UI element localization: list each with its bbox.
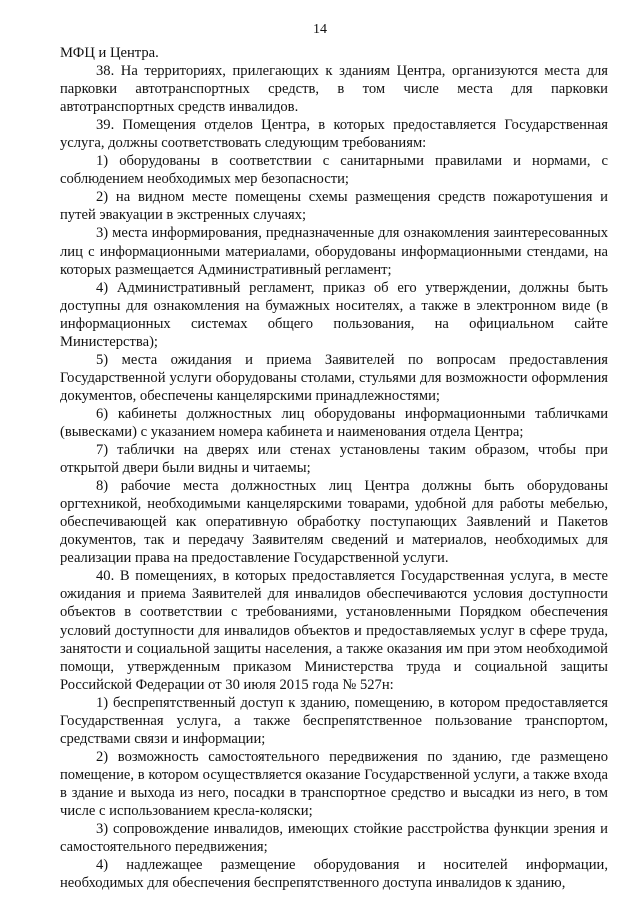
list-item-40-3: 3) сопровождение инвалидов, имеющих стойкие расстройства функции зрения и самостоятельного передвижения; — [60, 821, 608, 856]
list-item-39-2: 2) на видном месте помещены схемы размещения средств пожаротушения и путей эвакуации в экстренных случаях; — [60, 189, 608, 224]
list-item-40-4: 4) надлежащее размещение оборудования и носителей информации, необходимых для обеспечения беспрепятственного доступа инвалидов к зданию, — [60, 857, 608, 892]
list-item-39-6: 6) кабинеты должностных лиц оборудованы информационными табличками (вывесками) с указанием номера кабинета и наименования отдела Центра; — [60, 405, 608, 440]
list-item-39-4: 4) Административный регламент, приказ об его утверждении, должны быть доступны для ознакомления на бумажных носителях, а также в электронном виде (в информационных системах общего пользования, на официальном сайте Министерства); — [60, 279, 608, 350]
list-item-40-1: 1) беспрепятственный доступ к зданию, помещению, в котором предоставляется Государственная услуга, а также беспрепятственное пользование транспортом, средствами связи и информации; — [60, 694, 608, 747]
list-item-39-7: 7) таблички на дверях или стенах установлены таким образом, чтобы при открытой двери были видны и читаемы; — [60, 442, 608, 477]
paragraph-38: 38. На территориях, прилегающих к зданиям Центра, организуются места для парковки автотранспортных средств, в том числе места для парковки автотранспортных средств инвалидов. — [60, 63, 608, 116]
list-item-39-3: 3) места информирования, предназначенные для ознакомления заинтересованных лиц с информационными материалами, оборудованы информационными стендами, на которых размещается Административный регламент; — [60, 225, 608, 278]
paragraph-39: 39. Помещения отделов Центра, в которых предоставляется Государственная услуга, должны соответствовать следующим требованиям: — [60, 117, 608, 152]
list-item-39-5: 5) места ожидания и приема Заявителей по вопросам предоставления Государственной услуги оборудованы столами, стульями для возможности оформления документов, обеспечены канцелярскими принадлежностями; — [60, 351, 608, 404]
paragraph-40: 40. В помещениях, в которых предоставляется Государственная услуга, в месте ожидания и приема Заявителей для инвалидов обеспечиваются условия доступности объектов в соответствии с требованиями, установленными Порядком обеспечения условий доступности для инвалидов объектов и предоставляемых услуг в сфере труда, занятости и социальной защиты населения, а также оказания им при этом необходимой помощи, утвержденным приказом Министерства труда и социальной защиты Российской Федерации от 30 июля 2015 года № 527н: — [60, 568, 608, 693]
list-item-39-1: 1) оборудованы в соответствии с санитарными правилами и нормами, с соблюдением необходимых мер безопасности; — [60, 153, 608, 188]
list-item-39-8: 8) рабочие места должностных лиц Центра должны быть оборудованы оргтехникой, необходимыми канцелярскими товарами, удобной для работы мебелью, обеспечивающей как оперативную обработку поступающих Заявлений и Пакетов документов, так и передачу Заявителям сведений и материалов, необходимых для реализации права на предоставление Государственной услуги. — [60, 478, 608, 567]
paragraph-continuation: МФЦ и Центра. — [60, 45, 159, 61]
list-item-40-2: 2) возможность самостоятельного передвижения по зданию, где размещено помещение, в котором осуществляется оказание Государственной услуги, а также входа в здание и выхода из него, посадки в транспортное средство и высадки из него, в том числе с использованием кресла-коляски; — [60, 748, 608, 819]
document-body — [60, 44, 608, 892]
page-number: 14 — [313, 22, 327, 37]
